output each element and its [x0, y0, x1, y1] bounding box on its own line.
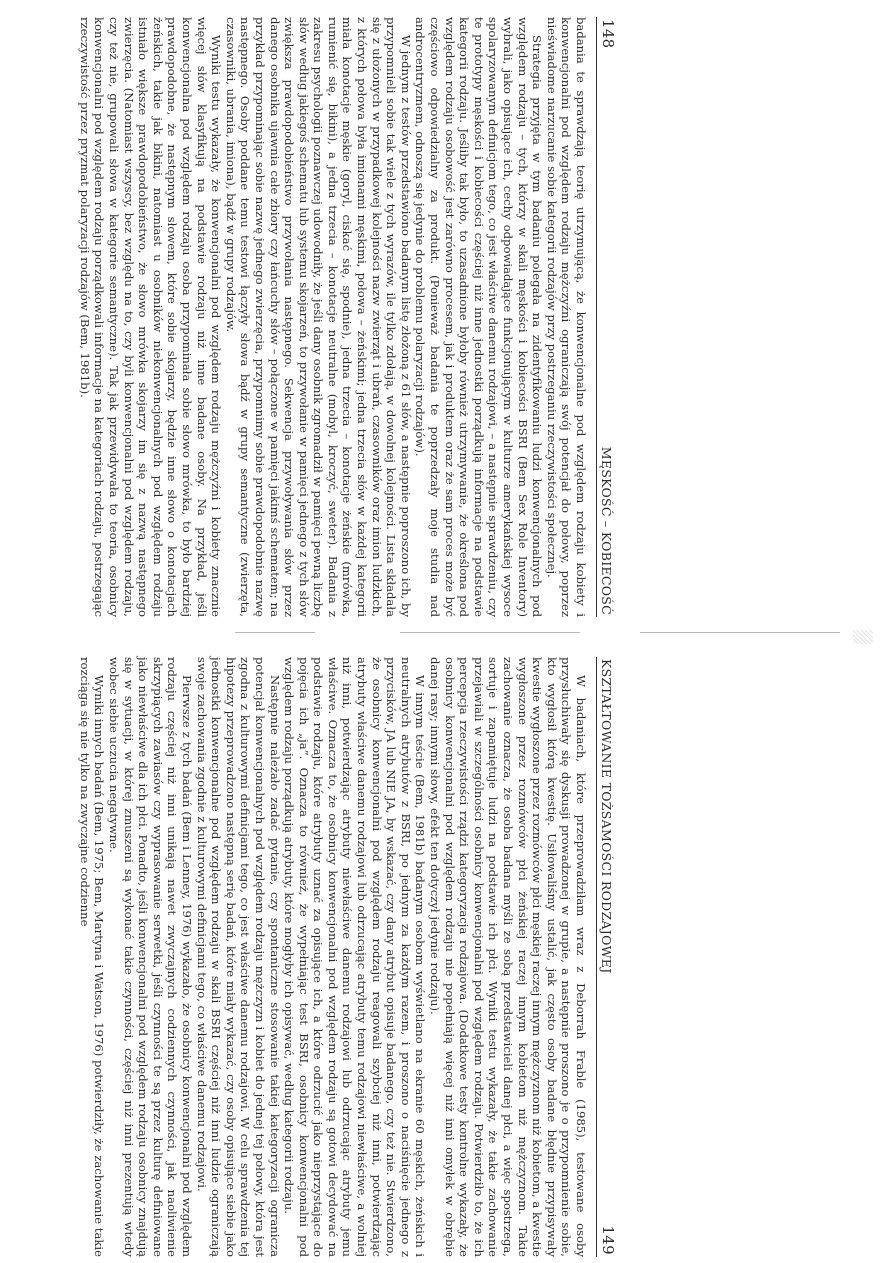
- running-head-left: MĘSKOŚĆ – KOBIECOŚĆ: [599, 446, 614, 615]
- left-page: [0, 17, 617, 617]
- page-number-right: 149: [599, 1225, 617, 1255]
- paragraph: Pierwsze z tych badań (Bem i Lenney, 1976) wykazało, że osobnicy konwencjonalni pod względem rodzaju częściej niż inni unikają nawet zwyczajnych codziennych czynności, jak naoliwienie skrzypiących zawiasów czy wyprasowanie serwetki, jeśli czynności te są przez kulturę definiowane jako niewłaściwe dla ich płci. Ponadto, jeśli konwencjonalni pod względem rodzaju osobnicy znajdują się w sytuacji, w której zmuszeni są wykonać takie czynności, częściej niż inni prezentują wtedy wobec siebie uczucia negatywne.: [107, 657, 194, 1257]
- paragraph: Następnie należało zadać pytanie, czy spontaniczne stosowanie takiej kategoryzacji ogranicza potencjał konwencjonalnych pod względem rodzaju mężczyzn i kobiet do jednej tej połowy, która jest zgodna z kulturowymi definicjami tego, co jest właściwe danemu rodzajowi. W celu sprawdzenia tej hipotezy przeprowadzono następną serię badań, które miały wykazać, czy osoby opisujące siebie jako jednostki konwencjonalne pod względem rodzaju w skali BSRI częściej niż inni ludzie ograniczają swoje zachowania zgodnie z kulturowymi definicjami tego, co właściwe danemu rodzajowi.: [194, 657, 282, 1257]
- paragraph: W jednym z testów przedstawiono badanym listę złożoną z 61 słów, a następnie poproszono ich, by przypomnieli sobie tak wiele z tych wyrazów, ile tylko zdołają, w dowolnej kolejności. Lista składała się z ułożonych w przypadkowej kolejności nazw zwierząt i ubrań, czasowników oraz imion ludzkich, z których połowa była imionami męskimi, połowa – żeńskimi; jedna trzecia słów w każdej kategorii miała konotacje męskie (goryl, ciskać się, spodnie), jedna trzecia – konotacje żeńskie (mrówka, rumienić się, bikini), a jedna trzecia – konotacje neutralne (mobyl, kroczyć, sweter). Badania z zakresu psychologii poznawczej udowodniły, że jeśli dany osobnik zgromadził w pamięci pewną liczbę słów według jakiegoś schematu lub systemu skojarzeń, to przywołanie w pamięci jednego z tych słów zwiększa prawdopodobieństwo przywołania następnego. Sekwencja przywoływania słów przez danego osobnika ujawnia całe zbiory czy łańcuchy słów – połączone w pamięci jakimś schematem; na przykład przypominając sobie nazwę jednego zwierzęcia, przypomnimy sobie prawdopodobnie nazwę następnego. Osoby poddane temu testowi łączyły słowa bądź w grupy semantyczne (zwierzęta, czasowniki, ubrania, imiona), bądź w grupy rodzajów.: [223, 17, 413, 617]
- running-head-right: KSZTAŁTOWANIE TOŻSAMOŚCI RODZAJOWEJ: [599, 659, 614, 974]
- paragraph: Strategia przyjęta w tym badaniu polegała na zidentyfikowaniu ludzi konwencjonalnych pod względem rodzaju – tych, którzy w skali męskości i kobiecości BSRI (Bem Sex Role Inventory) wybrali, jako opisujące ich, cechy odpowiadające funkcjonującym w kulturze amerykańskiej wysoce spolaryzowanym definicjom tego, co jest właściwe danemu rodzajowi, – a następnie sprawdzeniu, czy te prototypy męskości i kobiecości częściej niż inne jednostki porządkują informacje na podstawie kategorii rodzaju. Jeśliby tak było, to uzasadnione byłoby również utrzymywanie, że określona pod względem rodzaju osobowość jest zarówno procesem, jak i produktem oraz że sam proces może być częściowo odpowiedzialny za produkt. (Ponieważ badania te poprzedzały moje studia nad androcentryzmem, odnoszą się jedynie do problemu polaryzacji rodzajów).: [413, 17, 545, 617]
- paragraph: W innym teście (Bem, 1981b) badanym osobom wyświetlano na ekranie 60 męskich, żeńskich i neutralnych atrybutów z BSRI, po jednym za każdym razem, i proszono o naciśnięcie jednego z przycisków, JA lub NIE JA, by wskazać, czy dany atrybut opisuje badanego, czy też nie. Stwierdzono, że osobnicy konwencjonalni pod względem rodzaju reagowali szybciej niż inni, potwierdzając atrybuty właściwe danemu rodzajowi lub odrzucając atrybuty temu rodzajowi niewłaściwe, a wolniej niż inni, potwierdzając atrybuty niewłaściwe danemu rodzajowi lub odrzucając atrybuty jemu właściwe. Oznacza to, że osobnicy konwencjonalni pod względem rodzaju są gotowi decydować na podstawie rodzaju, które atrybuty uznać za opisujące ich, a które odrzucić jako nieprzystające do pojęcia ich „ja”. Oznacza to również, że wypełniając test BSRI, osobnicy konwencjonalni pod względem rodzaju porządkują atrybuty, które mogłyby ich opisywać, według kategorii rodzaju.: [282, 657, 428, 1257]
- paragraph: badania te sprawdzają teorię utrzymującą, że konwencjonalne pod względem rodzaju kobiety i konwencjonalni pod względem rodzaju mężczyźni ograniczają swój potencjał do połowy, poprzez nieświadome narzucanie sobie kategorii rodzajów przy postrzeganiu rzeczywistości społecznej.: [544, 17, 588, 617]
- right-page-body: [77, 657, 588, 1257]
- paragraph: W badaniach, które przeprowadziłam wraz z Deborrah Frable (1985), testowane osoby przysłuchiwały się dyskusji prowadzonej w grupie, a następnie proszono je o przypomnienie sobie, kto wygłosił którą kwestię. Usiłowaliśmy ustalić, jak często osoby badane błędnie przypisywały kwestie wygłoszone przez rozmówców płci męskiej raczej innym mężczyznom niż kobietom, a kwestie wygłoszone przez rozmówców płci żeńskiej raczej innym kobietom niż mężczyznom. Takie zachowanie oznacza, że osoba badana myśli ze sobą przedstawicieli danej płci, a więc spostrzega, sortuje i zapamiętuje ludzi na podstawie ich płci. Wyniki testu wykazały, że takie zachowanie przejawiali w szczególności osobnicy konwencjonalni pod względem rodzaju. Potwierdziło to, że ich percepcja rzeczywistości rządzi kategoryzacja rodzajowa. (Dodatkowe testy kontrolne wykazały, że osobnicy konwencjonalni pod względem rodzaju nie popełniają więcej niż inni omyłek w obrębie danej rasy; innymi słowy, efekt ten dotyczył jedynie rodzaju).: [428, 657, 588, 1257]
- right-page-header: [596, 657, 617, 1257]
- paragraph: Wyniki testu wykazały, że konwencjonalni pod względem rodzaju mężczyźni i kobiety znacznie więcej słów klasyfikują na podstawie rodzaju niż inne badane osoby. Na przykład, jeśli konwencjonalna pod względem rodzaju osoba przypominała sobie słowo mrówka, to było bardziej prawdopodobne, że następnym słowem, które sobie skojarzy, będzie inne słowo o konotacjach żeńskich, takie jak bikini, natomiast u osobników niekonwencjonalnych pod względem rodzaju istniało większe prawdopodobieństwo, że słowo mrówka skojarzy im się z nazwą następnego zwierzęcia. (Natomiast wszyscy, bez względu na to, czy byli konwencjonalni pod względem rodzaju, czy też nie, grupowali słowa w kategorie semantyczne). Tak jak przewidywała to teoria, osobnicy konwencjonalni pod względem rodzaju porządkowali informacje na kategoriach rodzaju, postrzegając rzeczywistość przez pryzmat polaryzacji rodzajów (Bem, 1981b).: [77, 17, 224, 617]
- right-page: [0, 657, 617, 1257]
- scan-artifact: [853, 630, 873, 644]
- page-gutter: [0, 628, 893, 640]
- left-page-body: [77, 17, 588, 617]
- paragraph: Wyniki innych badań (Bem, 1975; Bem, Martyna i Watson, 1976) potwierdziły, że zachowanie takie rozciąga się nie tylko na zwyczajne codzienne: [77, 657, 107, 1257]
- left-page-header: [596, 17, 617, 617]
- page-number-left: 148: [599, 19, 617, 49]
